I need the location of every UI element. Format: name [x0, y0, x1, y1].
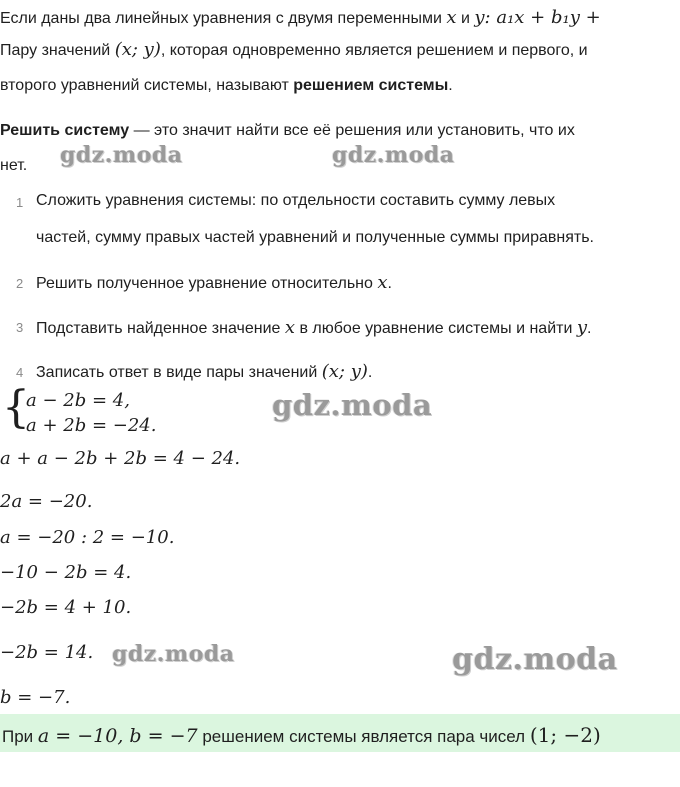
step-2: [36, 272, 392, 293]
equation-fragment: : a₁x + b₁y +: [484, 7, 601, 28]
definition-line-2: [0, 156, 27, 176]
definition-text: — это значит найти все её решения или установить, что их: [129, 122, 575, 139]
step-number: 1: [16, 195, 24, 210]
step-4-text: Записать ответ в виде пары значений: [36, 364, 318, 381]
period: .: [587, 320, 592, 337]
answer-values: a = −10, b = −7: [37, 725, 198, 747]
solution-line: −2b = 14.: [0, 642, 94, 663]
watermark: gdz.moda: [452, 642, 618, 677]
var-x: x: [377, 272, 388, 293]
var-x: x: [446, 7, 457, 28]
watermark: gdz.moda: [272, 388, 433, 422]
period: .: [448, 77, 453, 94]
watermark: gdz.moda: [60, 142, 183, 168]
var-x: x: [284, 317, 296, 338]
var-y: y: [576, 317, 588, 338]
watermark: gdz.moda: [332, 142, 455, 168]
intro-text: Если даны два линейных уравнения с двумя переменными: [0, 10, 442, 27]
system-brace: {: [2, 382, 30, 433]
step-3: [36, 317, 591, 338]
conj-and: и: [460, 10, 470, 27]
intro-line-2: [0, 40, 588, 61]
var-y: y: [474, 7, 485, 28]
answer-pair: (1; −2): [529, 723, 601, 747]
intro-line-1: [0, 8, 601, 29]
step-3-text: Подставить найденное значение: [36, 320, 281, 337]
intro-text: второго уравнений системы, называют: [0, 77, 289, 94]
intro-text: Пару значений: [0, 42, 111, 59]
answer-prefix: При: [2, 727, 34, 746]
pair-xy: (x; y): [114, 39, 161, 60]
period: .: [367, 364, 373, 381]
definition-text-end: нет.: [0, 157, 28, 174]
intro-text: , которая одновременно является решением и первого, и: [160, 42, 588, 59]
watermark: gdz.moda: [112, 641, 235, 667]
answer-line: [2, 723, 601, 747]
step-1-line-2: частей, сумму правых частей уравнений и полученные суммы приравнять.: [36, 229, 594, 246]
system-equation-1: a − 2b = 4,: [26, 390, 130, 411]
step-number: 4: [16, 365, 24, 380]
step-number: 2: [16, 276, 24, 291]
step-2-text: Решить полученное уравнение относительно: [36, 275, 373, 292]
intro-line-3: [0, 76, 453, 96]
solution-line: b = −7.: [0, 687, 71, 708]
term-solution: решением системы: [293, 77, 449, 94]
solution-line: 2a = −20.: [0, 491, 93, 512]
pair-xy: (x; y): [321, 361, 368, 382]
step-3-text: в любое уравнение системы и найти: [299, 320, 573, 337]
step-number: 3: [16, 320, 24, 335]
solution-line: a = −20 : 2 = −10.: [0, 527, 175, 548]
step-1-line-1: Сложить уравнения системы: по отдельности составить сумму левых: [36, 192, 556, 209]
solution-line: −2b = 4 + 10.: [0, 597, 132, 618]
step-4: [36, 361, 372, 382]
definition-line-1: [0, 121, 575, 141]
solution-line: −10 − 2b = 4.: [0, 562, 132, 583]
system-equation-2: a + 2b = −24.: [26, 415, 157, 436]
period: .: [387, 275, 392, 292]
answer-box: [0, 714, 680, 752]
term-solve-system: Решить систему: [0, 122, 130, 139]
answer-text: решением системы является пара чисел: [202, 727, 526, 746]
solution-line: a + a − 2b + 2b = 4 − 24.: [0, 448, 241, 469]
